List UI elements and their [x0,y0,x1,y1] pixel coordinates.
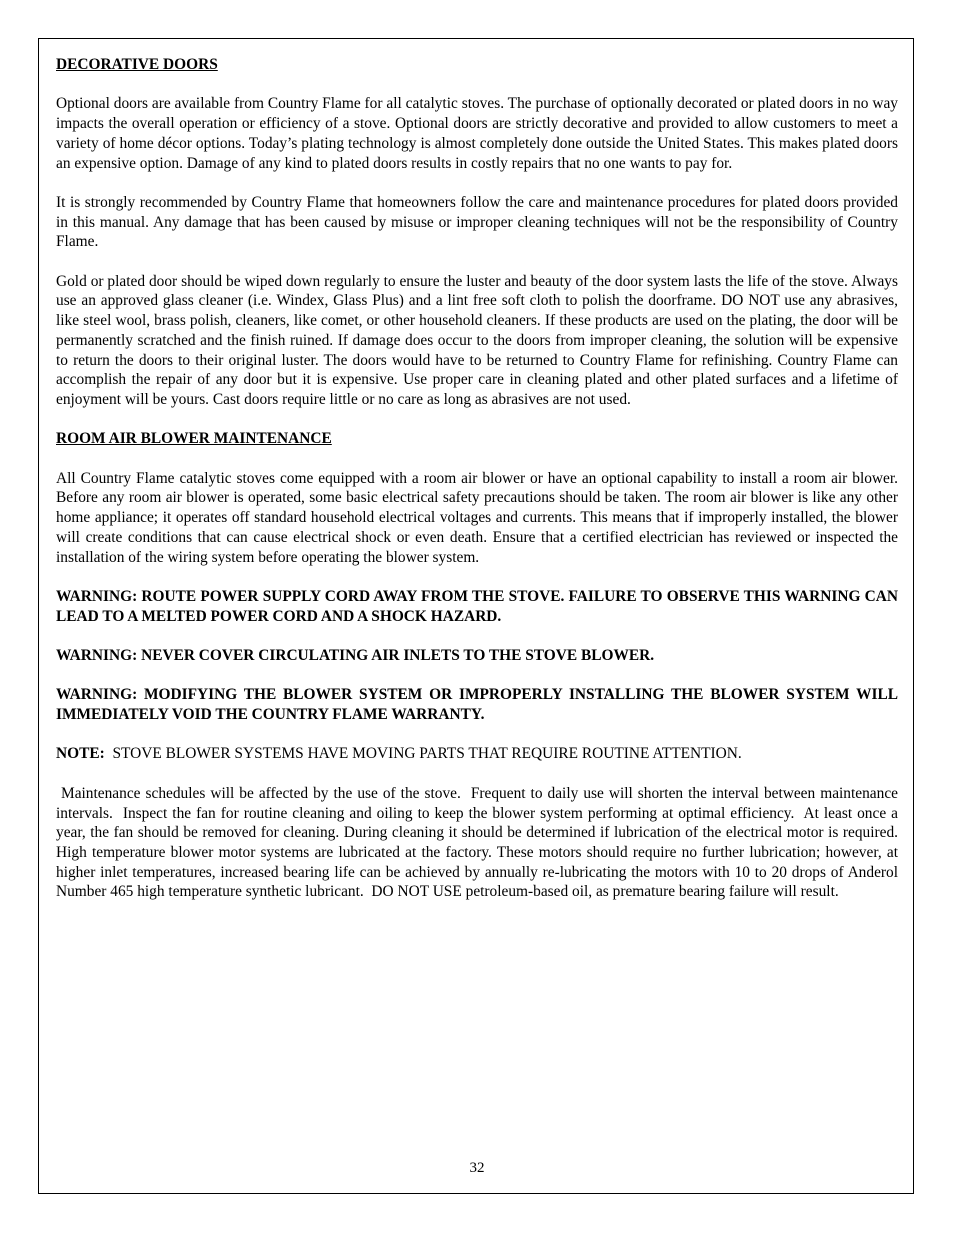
paragraph-optional-doors: Optional doors are available from Country Flame for all catalytic stoves. The purchase of optionally decorated or plated doors in no way impacts the overall operation or efficiency of a stove. Optional doors are strictly decorative and provided to allow customers to meet a variety of home décor options. Today’s plating technology is almost completely done outside the United States. This makes plated doors an expensive option. Damage of any kind to plated doors results in costly repairs that no one wants to pay for. [56,95,898,172]
warning-power-cord: WARNING: ROUTE POWER SUPPLY CORD AWAY FROM THE STOVE. FAILURE TO OBSERVE THIS WARNING CAN LEAD TO A MELTED POWER CORD AND A SHOCK HAZARD. [56,587,898,625]
section-heading-room-air-blower: ROOM AIR BLOWER MAINTENANCE [56,430,332,448]
paragraph-blower-intro: All Country Flame catalytic stoves come equipped with a room air blower or have an optional capability to install a room air blower. Before any room air blower is operated, some basic electrical safety precautions should be taken. The room air blower is like any other home appliance; it operates off standard household electrical voltages and currents. This means that if improperly installed, the blower will create conditions that can cause electrical shock or even death. Ensure that a certified electrician has reviewed or inspected the installation of the wiring system before operating the blower system. [56,469,898,566]
warning-air-inlets: WARNING: NEVER COVER CIRCULATING AIR INLETS TO THE STOVE BLOWER. [56,646,655,664]
note-text: STOVE BLOWER SYSTEMS HAVE MOVING PARTS THAT REQUIRE ROUTINE ATTENTION. [112,745,742,763]
document-body [56,55,906,922]
paragraph-care-recommendation: It is strongly recommended by Country Flame that homeowners follow the care and maintenance procedures for plated doors provided in this manual. Any damage that has been caused by misuse or improper cleaning techniques will not be the responsibility of Country Flame. [56,193,898,251]
warning-warranty-void: WARNING: MODIFYING THE BLOWER SYSTEM OR IMPROPERLY INSTALLING THE BLOWER SYSTEM WILL IMMEDIATELY VOID THE COUNTRY FLAME WARRANTY. [56,686,898,724]
page-number: 32 [469,1160,485,1176]
paragraph-maintenance-schedule: Maintenance schedules will be affected by the use of the stove. Frequent to daily use will shorten the interval between maintenance intervals. Inspect the fan for routine cleaning and oiling to keep the blower system performing at optimal efficiency. At least once a year, the fan should be removed for cleaning. During cleaning it should be determined if lubrication of the electrical motor is required. High temperature blower motor systems are lubricated at the factory. These motors should require no further lubrication; however, at higher inlet temperatures, increased bearing life can be achieved by annually re-lubricating the motors with 10 to 20 drops of Anderol Number 465 high temperature synthetic lubricant. DO NOT USE petroleum-based oil, as premature bearing failure will result. [56,784,906,901]
section-heading-decorative-doors: DECORATIVE DOORS [56,56,218,73]
note-paragraph [56,744,898,764]
paragraph-cleaning-instructions: Gold or plated door should be wiped down regularly to ensure the luster and beauty of the door system lasts the life of the stove. Always use an approved glass cleaner (i.e. Windex, Glass Plus) and a lint free soft cloth to polish the doorframe. DO NOT use any abrasives, like steel wool, brass polish, cleaners, like comet, or other household cleaners. If these products are used on the plating, the door will be permanently scratched and the finish ruined. If damage does occur to the doors from improper cleaning, the solution will be expensive to return the doors to their original luster. The doors would have to be returned to Country Flame for refinishing. Country Flame can accomplish the repair of any door but it is expensive. Use proper care in cleaning plated and other plated surfaces and a lifetime of enjoyment will be yours. Cast doors require little or no care as long as abrasives are not used. [56,272,898,408]
note-label: NOTE: [56,745,105,763]
